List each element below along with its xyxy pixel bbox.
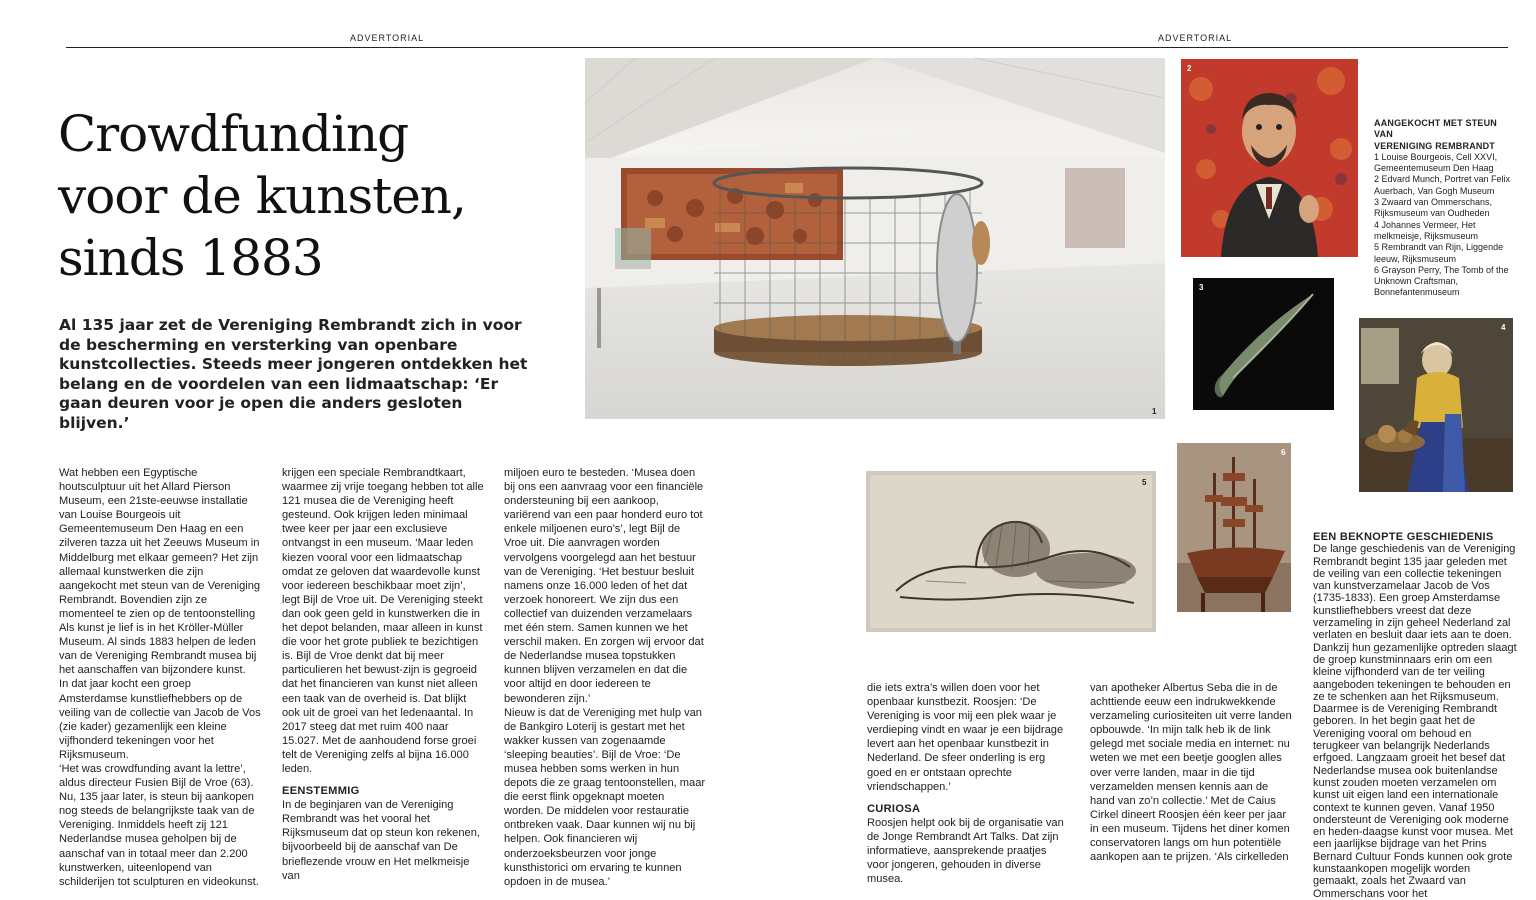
paragraph: van apotheker Albertus Seba die in de achttiende eeuw een indrukwekkende verzameling curiositeiten uit verre landen opbouwde. ‘In mijn talk heb ik de link gelegd met sociale media en internet: nu weten we met een beetje googlen alles over verre landen, maar in die tijd verzamelden mensen kennis aan de hand van zo’n collectie.’ Met de Caius Cirkel dineert Roosjen één keer per jaar in een museum. Tijdens het diner komen conservatoren langs om hun potentiële aankopen aan te prijzen. ‘Als cirkelleden	[1090, 682, 1292, 864]
photo-number-4: 4	[1501, 323, 1506, 332]
advertorial-label-left: ADVERTORIAL	[350, 33, 425, 43]
ship-illustration	[1177, 443, 1291, 612]
headline-line: sinds 1883	[58, 229, 323, 287]
sidebar-body: De lange geschiedenis van de Vereniging Rembrandt begint 135 jaar geleden met de veiling van een collectie tekeningen van kunstverzamelaar Jacob de Vos (1735-1833). Een groep Amsterdamse kunstliefhebbers vreest dat deze verzameling in zijn geheel Nederland zal verlaten en besluit daar iets aan te doen. Dankzij hun gezamenlijke optreden slaagt de groep kunstminnaars erin om een kleine vijfhonderd van de ter veiling aangeboden tekeningen te behouden en ze te schenken aan het Rijksmuseum. Daarmee is de Vereniging Rembrandt geboren. In het begin gaat het de Vereniging vooral om behoud en terugkeer van belangrijk Nederlands erfgoed. Langzaam groeit het besef dat Nederlandse musea ook buitenlandse kunst zouden moeten verzamelen om kunst uit eigen land een internationale context te kunnen geven. Vanaf 1950 ondersteunt de Vereniging ook moderne en heden-daagse kunst voor musea. Met een jaarlijkse bijdrage van het Prins Bernard Cultuur Fonds kunnen ook grote kunstaankopen mogelijk worden gemaakt, zoals het Zwaard van Ommerschans voor het	[1313, 543, 1517, 900]
photo-sword	[1193, 278, 1334, 410]
photo-number-3: 3	[1199, 283, 1204, 292]
page-title	[58, 103, 578, 289]
intro-text: Al 135 jaar zet de Vereniging Rembrandt zich in voor de bescherming en versterking van openbare kunstcollecties. Steeds meer jongeren ontdekken het belang en de voordelen van een lidmaatschap: ‘Er gaan deuren voor je open die anders gesloten blijven.’	[59, 316, 528, 432]
paragraph: Wat hebben een Egyptische houtsculptuur uit het Allard Pierson Museum, een 21ste-eeuwse installatie van Louise Bourgeois uit Gemeentemuseum Den Haag en een zilveren tazza uit het Zeeuws Museum in Middelburg met elkaar gemeen? Het zijn allemaal kunstwerken die zijn aangekocht met steun van de Vereniging Rembrandt. Bovendien zijn ze momenteel te zien op de tentoonstelling Als kunst je lief is in het Kröller-Müller Museum. Al sinds 1883 helpen de leden van de Vereniging Rembrandt musea bij het aanschaffen van bijzondere kunst.	[59, 467, 261, 677]
photo-milkmaid	[1359, 318, 1513, 492]
subheading-eenstemmig: EENSTEMMIG	[282, 785, 360, 798]
portrait-illustration	[1181, 59, 1358, 257]
headline-line: Crowdfunding	[58, 105, 409, 163]
subheading-curiosa: CURIOSA	[867, 802, 921, 815]
photo-number-1: 1	[1152, 407, 1157, 416]
body-column-4	[867, 681, 1069, 886]
body-column-2	[282, 466, 484, 882]
caption-item: 6 Grayson Perry, The Tomb of the Unknown Craftsman, Bonnefantenmuseum	[1374, 264, 1509, 298]
paragraph: krijgen een speciale Rembrandtkaart, waarmee zij vrije toegang hebben tot alle 121 musea die de Vereniging heeft gesteund. Ook krijgen leden minimaal twee keer per jaar een exclusieve ontvangst in een museum. ‘Maar leden kiezen vooral voor een lidmaatschap omdat ze geloven dat waardevolle kunst voor iedereen beschikbaar moet zijn’, legt Bijl de Vroe uit. De Vereniging steekt dan ook geen geld in kunstwerken die in het depot belanden, maar alleen in kunst die voor het grote publiek te bezichtigen is. Bijl de Vroe denkt dat bij meer particulieren het bewust-zijn is gegroeid dat het financieren van kunst niet alleen een taak van de overheid is. Dat blijkt ook uit de groei van het ledenaantal. In 2017 steeg dat met ruim 400 naar 15.027. Met de aanhoudend forse groei telt de Vereniging zelfs al bijna 16.000 leden.	[282, 467, 484, 775]
milkmaid-illustration	[1359, 318, 1513, 492]
body-column-3	[504, 466, 706, 888]
advertorial-label-right: ADVERTORIAL	[1158, 33, 1233, 43]
top-rule	[66, 47, 1508, 48]
gallery-illustration	[585, 58, 1165, 419]
lion-illustration	[866, 471, 1156, 632]
caption-item: 2 Edvard Munch, Portret van Felix Auerbach, Van Gogh Museum	[1374, 174, 1511, 196]
caption-item: 1 Louise Bourgeois, Cell XXVI, Gemeentemuseum Den Haag	[1374, 151, 1498, 174]
photo-lion-drawing	[866, 471, 1156, 632]
photo-munch-portrait	[1181, 59, 1358, 257]
body-column-1	[59, 466, 261, 888]
sword-illustration	[1193, 278, 1334, 410]
captions-block	[1374, 118, 1514, 299]
paragraph: Roosjen helpt ook bij de organisatie van de Jonge Rembrandt Art Talks. Dat zijn informatieve, aansprekende praatjes voor jongeren, gehouden in diverse musea.	[867, 816, 1064, 886]
photo-ship-sculpture	[1177, 443, 1291, 612]
paragraph: In de beginjaren van de Vereniging Rembrandt was het vooral het Rijksmuseum dat op steun kon rekenen, bijvoorbeeld bij de aanschaf van De brieflezende vrouw en Het melkmeisje van	[282, 799, 480, 882]
caption-item: 5 Rembrandt van Rijn, Liggende leeuw, Rijksmuseum	[1374, 242, 1504, 264]
caption-item: 4 Johannes Vermeer, Het melkmeisje, Rijksmuseum	[1374, 219, 1479, 241]
body-column-5	[1090, 681, 1292, 865]
captions-title: VERENIGING REMBRANDT	[1374, 140, 1496, 151]
photo-number-6: 6	[1281, 448, 1286, 457]
paragraph: die iets extra’s willen doen voor het openbaar kunstbezit. Roosjen: ‘De Vereniging is voor mij een plek waar je verdieping vindt en waar je een bijdrage levert aan het openbaar kunstbezit in Nederland. De sfeer onderling is erg goed en er ontstaan oprechte vriendschappen.’	[867, 682, 1064, 793]
captions-title: AANGEKOCHT MET STEUN VAN	[1374, 118, 1497, 140]
photo-cell-installation	[585, 58, 1165, 419]
history-sidebar	[1313, 531, 1518, 900]
paragraph: miljoen euro te besteden. ‘Musea doen bij ons een aanvraag voor een financiële ondersteuning bij een aankoop, variërend van een paar honderd euro tot enkele miljoenen euro’s’, legt Bijl de Vroe uit. Die aanvragen worden vervolgens voorgelegd aan het bestuur van de Vereniging. ‘Het bestuur besluit namens onze 16.000 leden of het dat verzoek honoreert. We zijn dus een collectief van duizenden verzamelaars met één stem. Samen kunnen we het verschil maken. En zorgen wij ervoor dat de Nederlandse musea topstukken kunnen blijven verzamelen en dat die voor altijd en door iedereen te bewonderen zijn.’	[504, 467, 704, 705]
paragraph: Nieuw is dat de Vereniging met hulp van de Bankgiro Loterij is gestart met het wakker kussen van zogenaamde ‘sleeping beauties’. Bijl de Vroe: ‘De musea hebben soms werken in hun depots die ze graag tentoonstellen, maar die eerst flink opgeknapt moeten worden. De middelen voor restauratie ontbreken vaak. Daar kunnen wij nu bij helpen. Ook financieren wij onderzoeksbeurzen voor jonge kunsthistorici om ervaring te kunnen opdoen in de musea.’	[504, 706, 706, 888]
headline-line: voor de kunsten,	[58, 167, 466, 225]
paragraph: ‘Het was crowdfunding avant la lettre’, aldus directeur Fusien Bijl de Vroe (63). Nu, 135 jaar later, is steun bij aankopen nog steeds de belangrijkste taak van de Vereniging. Inmiddels heeft zij 121 Nederlandse musea geholpen bij de aanschaf van in totaal meer dan 2.200 kunstwerken, uiteenlopend van schilderijen tot sculpturen en videokunst.	[59, 762, 259, 888]
photo-number-5: 5	[1142, 478, 1147, 487]
paragraph: In dat jaar kocht een groep Amsterdamse kunstliefhebbers op de veiling van de collectie van Jacob de Vos (zie kader) gezamenlijk een kleine vijfhonderd tekeningen voor het Rijksmuseum.	[59, 678, 261, 761]
photo-number-2: 2	[1187, 64, 1192, 73]
caption-item: 3 Zwaard van Ommerschans, Rijksmuseum van Oudheden	[1374, 197, 1493, 219]
sidebar-title: EEN BEKNOPTE GESCHIEDENIS	[1313, 531, 1494, 543]
